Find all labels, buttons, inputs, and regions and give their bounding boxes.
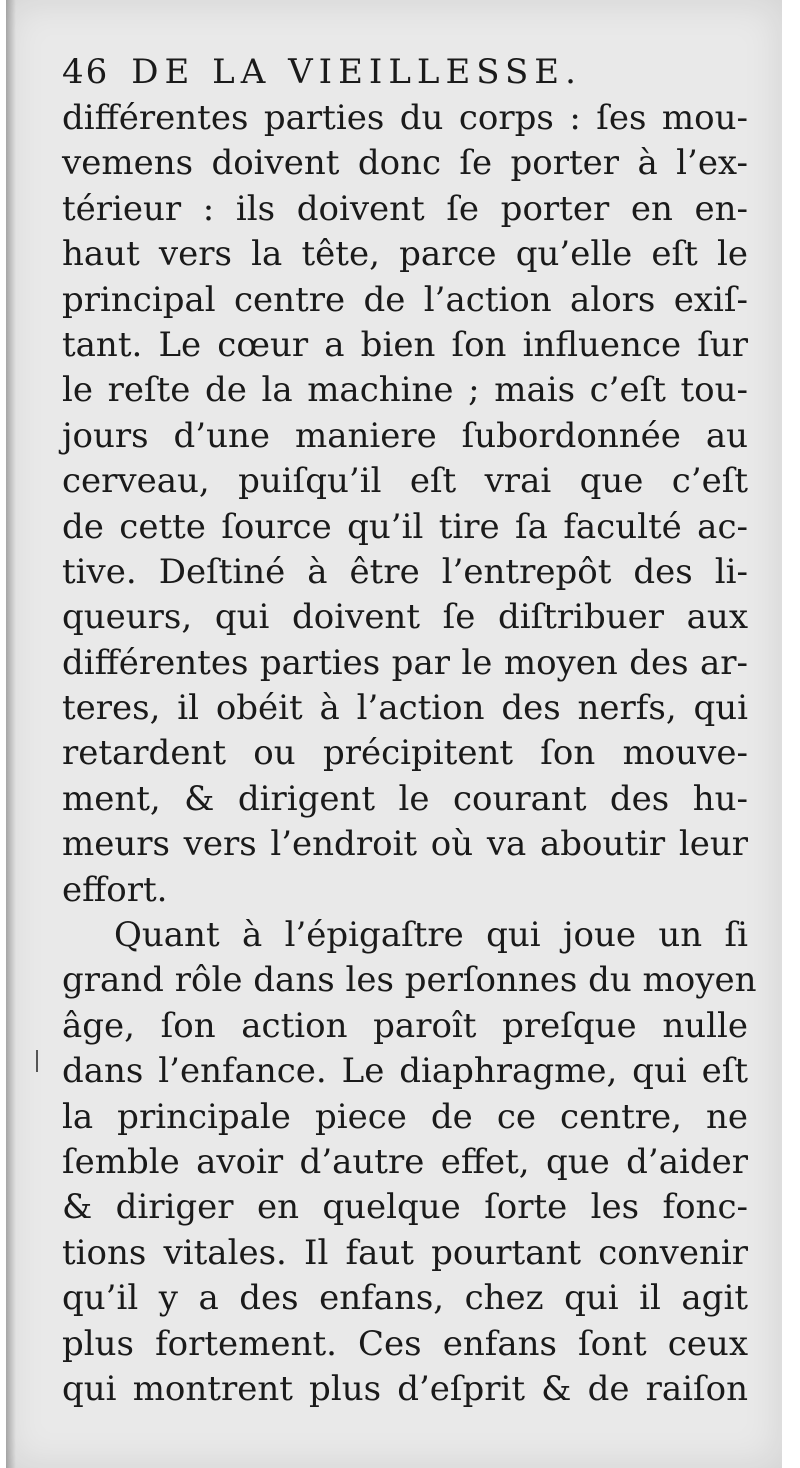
text-line: de cette ſource qu’il tire ſa faculté ac- [62, 506, 748, 547]
text-line: ſemble avoir d’autre effet, que d’aider [62, 1141, 748, 1182]
text-line: qui montrent plus d’eſprit & de raiſon [62, 1368, 748, 1409]
running-head [62, 52, 748, 96]
book-page [6, 0, 782, 1468]
paragraph-1 [62, 96, 748, 913]
text-line: grand rôle dans les perſonnes du moyen [62, 960, 757, 1001]
text-line: vemens doivent donc ſe porter à l’ex- [62, 143, 748, 184]
text-line: le reſte de la machine ; mais c’eſt tou- [62, 370, 748, 411]
text-line: teres, il obéit à l’action des nerfs, qui [62, 688, 748, 729]
text-line: tant. Le cœur a bien ſon influence ſur [62, 324, 748, 365]
text-line: meurs vers l’endroit où va aboutir leur [62, 824, 748, 865]
text-line: dans l’enfance. Le diaphragme, qui eſt [62, 1051, 748, 1092]
running-title: DE LA VIEILLESSE. [131, 52, 582, 92]
text-line: différentes parties par le moyen des ar- [62, 642, 748, 683]
text-line: térieur : ils doivent ſe porter en en- [62, 188, 748, 229]
text-line: haut vers la tête, parce qu’elle eſt le [62, 234, 748, 275]
margin-mark [36, 1050, 38, 1072]
text-line: tive. Deſtiné à être l’entrepôt des li- [62, 551, 748, 592]
text-line: ment, & dirigent le courant des hu- [62, 778, 748, 819]
text-line: âge, ſon action paroît preſque nulle [62, 1005, 748, 1046]
text-line: cerveau, puiſqu’il eſt vrai que c’eſt [62, 461, 748, 502]
text-line: retardent ou précipitent ſon mouve- [62, 733, 748, 774]
text-line: principal centre de l’action alors exiſ- [62, 279, 748, 320]
text-line: qu’il y a des enfans, chez qui il agit [62, 1278, 748, 1319]
text-line: jours d’une maniere ſubordonnée au [62, 415, 748, 456]
page-text-block [62, 52, 757, 1412]
text-line: Quant à l’épigaſtre qui joue un ſi [114, 915, 748, 956]
text-line: la principale piece de ce centre, ne [62, 1096, 748, 1137]
text-line: différentes parties du corps : ſes mou- [62, 98, 748, 138]
text-line: tions vitales. Il faut pourtant convenir [62, 1232, 748, 1273]
text-line: queurs, qui doivent ſe diſtribuer aux [62, 597, 748, 638]
text-line: effort. [62, 869, 168, 910]
page-number: 46 [62, 52, 110, 92]
text-line: & diriger en quelque ſorte les fonc- [62, 1187, 748, 1228]
text-line: plus fortement. Ces enfans ſont ceux [62, 1323, 748, 1364]
paragraph-2 [62, 913, 757, 1412]
